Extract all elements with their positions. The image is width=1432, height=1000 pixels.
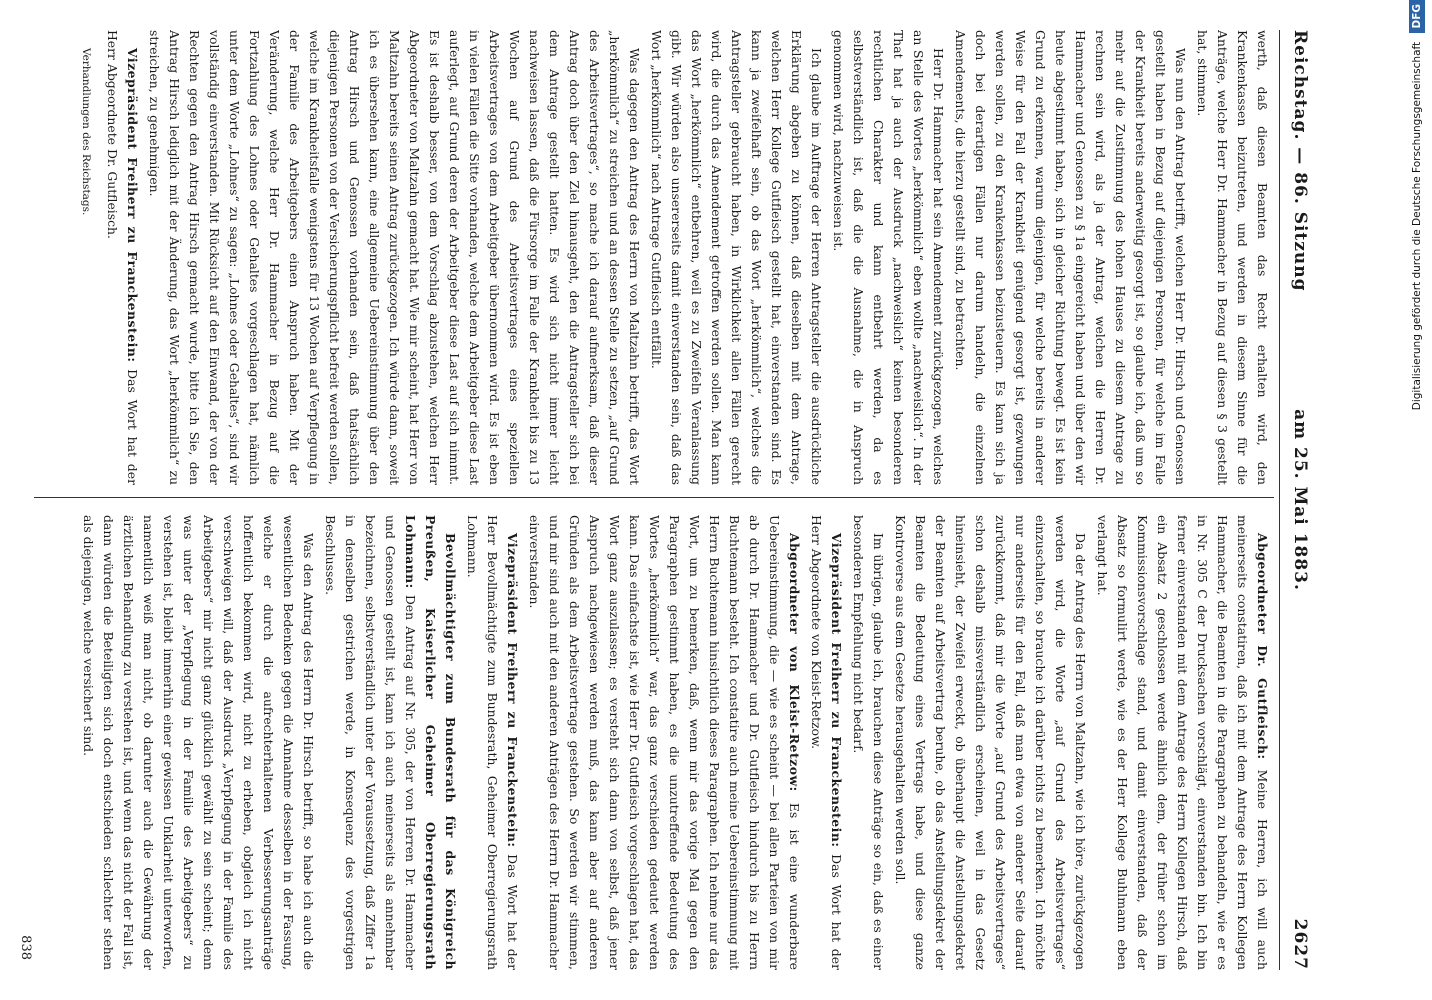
running-header xyxy=(1284,30,1314,970)
page-number: 2627 xyxy=(1290,918,1310,970)
speaker-name: Abgeordneter Dr. Gutfleisch: xyxy=(1255,533,1270,760)
header-center: am 25. Mai 1883. xyxy=(1290,409,1310,591)
paragraph: Da der Antrag des Herrn von Maltzahn, wie ich höre, zurückgezogen werden wird, die Worte „auf Grund des Arbeitsvertrages“ einzuschalten, so brauche ich darüber nichts zu bemerken. Ich möchte nur anderseits für den Fall, daß man etwa von anderer Seite darauf zurückkommt, daß mir die Worte „auf Grund des Arbeitsvertrages“ schon deshalb missverständlich erscheinen, weil in das Gesetz hineinsieht, der Zweifel erweckt, ob überhaupt die Anstellungsdekret der Beamten auf Arbeitsvertrag beruhe, ob das Anstellungsdekret der Beamten die Bedeutung eines Vertrags habe, und diese ganze Kontroverse aus dem Gesetze herausgehalten werden soll. xyxy=(893,515,1088,970)
paragraph: Ich glaube im Auftrage der Herren Antragsteller die ausdrückliche Erklärung abgeben zu können, daß dieselben mit dem Antrage, welchen Herr Kollege Gutfleisch gestellt hat, einverstanden sind. Es kann ja zweifelhaft sein, ob das Wort „herkömmlich“, welches die Antragsteller gebraucht haben, in Wirklichkeit allen Fällen gerecht wird, die durch das Amendement getroffen werden sollen. Man kann das Wort „herkömmlich“ entbehren, weil es zu Zweifeln Veranlassung gibt. Wir würden also unsererseits damit einverstanden sein, daß das Wort „herkömmlich“ nach Antrage Gutfleisch entfällt. xyxy=(649,30,824,485)
right-column xyxy=(42,515,1272,970)
paragraph: Im übrigen, glaube ich, brauchen diese Anträge so ein, daß es einer besonderen Empfehlung nicht bedarf. xyxy=(851,515,886,970)
left-column xyxy=(42,30,1272,485)
paragraph: Was den Antrag des Herrn Dr. Hirsch betrifft, so habe ich auch die wesentlichen Bedenken gegen die Annahme desselben in der Fassung, welche er durch die aufrechterhaltenen Verbesserungsanträge hoffentlich bekommen wird, nicht zu erheben, obgleich ich nicht verschweigen will, daß der Ausdruck „Verpflegung in der Familie des Arbeitgebers“ mir nicht ganz glücklich gewählt zu sein scheint; denn was unter der „Verpflegung in der Familie des Arbeitgebers“ zu verstehen ist, bleibt immerhin einer gewissen Unklarheit unterworfen, namentlich weiß man nicht, ob darunter auch die Gewährung der ärztlichen Behandlung zu verstehen ist, und wenn das nicht der Fall ist, dann würden die Beteiligten sich doch entschieden schlechter stehen als diejenigen, welche versichert sind. xyxy=(81,515,316,970)
column-divider xyxy=(34,497,1274,498)
speaker-paragraph: Bevollmächtigter zum Bundesrath für das Königreich Preußen, Kaiserlicher Geheimer Oberregierungsrath Lohmann: Den Antrag auf Nr. 305, der von Herren Dr. Hammacher und Genossen gestellt ist, kann ich auch meinerseits als annehmbar bezeichnen, selbstverständlich unter der Voraussetzung, daß Ziffer 1a in denselben gestrichen werde, in Konsequenz des vorgestrigen Beschlusses. xyxy=(323,515,458,970)
header-left: Reichstag. — 86. Sitzung xyxy=(1290,30,1310,292)
speaker-paragraph: Vizepräsident Freiherr zu Franckenstein: Das Wort hat der Herr Bevollmächtigte zum Bundesrath, Geheimer Oberregierungsrath Lohmann. xyxy=(465,515,520,970)
paragraph: Was nun den Antrag betrifft, welchen Herr Dr. Hirsch und Genossen gestellt haben in Bezug auf diejenigen Personen, für welche im Falle der Krankheit bereits anderweitig gesorgt ist, so glaube ich, daß um so mehr auf die Zustimmung des hohen Hauses zu diesem Antrage zu rechnen sein wird, als ja der Antrag, welchen die Herren Dr. Hammacher und Genossen zu § 1a eingereicht haben und über den wir heute abgestimmt haben, sich in gleicher Richtung bewegt. Es ist kein Grund zu erkennen, warum diejenigen, für welche bereits in anderer Weise für den Fall der Krankheit genügend gesorgt ist, gezwungen werden sollen, zu den Krankenkassen beizusteuern. Es kann sich ja doch bei derartigen Fällen nur darum handeln, die einzelnen Amendements, die hierzu gestellt sind, zu betrachten. xyxy=(953,30,1188,485)
paragraph: werth, daß diesen Beamten das Recht erhalten wird, den Krankenkassen beizutreten, und werden in diesem Sinne für die Anträge, welche Herr Dr. Hammacher in Bezug auf diesen § 3 gestellt hat, stimmen. xyxy=(1195,30,1270,485)
speaker-paragraph: Abgeordneter Dr. Gutfleisch: Meine Herren, ich will auch meinerseits constatiren, daß ich mit dem Antrage des Herrn Kollegen Hammacher, die Beamten in die Paragraphen zu behandeln, wie er es in Nr. 305 C der Drucksachen vorschlägt, einverstanden bin. Ich bin ferner einverstanden mit dem Antrage des Herrn Kollegen Hirsch, daß ein Absatz 2 geschlossen werde ähnlich dem, der früher schon im Kommissionsvorschlage stand, und damit einverstanden, daß der Absatz so formulirt werde, wie es der Herr Kollege Buhlmann eben verlangt hat. xyxy=(1095,515,1270,970)
speaker-paragraph: Abgeordneter von Kleist-Retzow: Es ist eine wunderbare Uebereinstimmung, die — wie es scheint — bei allen Parteien von mir ab durch Dr. Hammacher und Dr. Gutfleisch hindurch bis zu Herrn Buchtemann besteht. Ich constatire auch meine Uebereinstimmung mit Herrn Buchtemann hinsichtlich dieses Paragraphen. Ich nehme nur das Wort, um zu bemerken, daß, wenn mir das vorige Mal gegen den Paragraphen gestimmt haben, es die unzutreffende Bedeutung des Wortes „herkömmlich“ war, das ganz verschieden gedeutet werden kann. Das einfachste ist, wie Herr Dr. Gutfleisch vorgeschlagen hat, das Wort ganz auszulassen; es versteht sich dann von selbst, daß jener Anspruch nachgewiesen werden muß, das kann aber auf anderen Gründen als dem Arbeitsvertrage gestehen. So werden wir stimmen, und mir sind auch mit den anderen Anträgen des Herrn Dr. Hammacher einverstanden. xyxy=(527,515,802,970)
speaker-paragraph: Vizepräsident Freiherr zu Franckenstein: Das Wort hat der Herr Abgeordnete von Kleist-Retzow. xyxy=(809,515,844,970)
dfg-notice-text: Digitalisierung gefördert durch die Deutsche Forschungsgemeinschaft xyxy=(1411,41,1423,411)
paragraph: Herr Dr. Hammacher hat sein Amendement zurückgezogen, welches an Stelle des Wortes „herkömmlich“ eben wollte „nachweislich“. In der That hat ja auch der Ausdruck „nachweislich“ keinen besonderen rechtlichen Charakter und kann entbehrt werden, da es selbstverständlich ist, daß die die Ausnahme, die in Anspruch genommen wird, nachzuweisen ist. xyxy=(831,30,946,485)
speaker-name: Abgeordneter von Kleist-Retzow: xyxy=(787,533,802,792)
speaker-name: Vizepräsident Freiherr zu Franckenstein: xyxy=(505,533,520,848)
header-rule xyxy=(1279,30,1280,970)
speaker-paragraph: Vizepräsident Freiherr zu Franckenstein: Das Wort hat der Herr Abgeordnete Dr. Gutfleisch. xyxy=(105,30,140,485)
dfg-notice xyxy=(1405,0,1429,1000)
speaker-name: Vizepräsident Freiherr zu Franckenstein: xyxy=(125,48,140,363)
signature-line: Verhandlungen des Reichstags. xyxy=(80,48,92,216)
speaker-name: Vizepräsident Freiherr zu Franckenstein: xyxy=(829,533,844,848)
folio-number: 838 xyxy=(18,935,33,960)
paragraph: Was dagegen den Antrag des Herrn von Maltzahn betrifft, das Wort „herkömmlich“ zu streichen und an dessen Stelle zu setzen, „auf Grund des Arbeitsvertrages“, so mache ich darauf aufmerksam, daß dieser Antrag doch über den Ziel hinausgeht, den die Antragsteller sich bei dem Antrage gestellt hatten. Es wird sich nicht immer leicht nachweisen lassen, daß die Fürsorge im Falle der Krankheit bis zu 13 Wochen auf Grund des Arbeitsvertrages eines speziellen Arbeitsvertrages von dem Arbeitgeber übernommen wird. Es ist eben in vielen Fällen die Sitte vorhanden, welche dem Arbeitgeber diese Last auferlegt, auf Grund deren der Arbeitgeber diese Last auf sich nimmt. Es ist deshalb besser, von dem Vorschlag abzustehen, welchen Herr Abgeordneter von Maltzahn gemacht hat. Wie mir scheint, hat Herr von Maltzahn bereits seinen Antrag zurückgezogen. Ich würde dann, soweit ich es übersehen kann, eine allgemeine Uebereinstimmung über den Antrag Hirsch und Genossen vorhanden sein, daß thatsächlich diejenigen Personen von der Versicherungspflicht befreit werden sollen, welche im Krankheitsfalle wenigstens für 13 Wochen auf Verpflegung in der Familie des Arbeitgebers einen Anspruch haben. Mit der Veränderung, welche Herr Dr. Hammacher in Bezug auf die Fortzahlung des Lohnes oder Gehaltes vorgeschlagen hat, nämlich unter dem Worte „Lohnes“ zu sagen: „Lohnes oder Gehaltes“, sind wir vollständig einverstanden. Mit Rücksicht auf den Einwand, der von der Rechten gegen den Antrag Hirsch gemacht wurde, bitte ich Sie, den Antrag Hirsch lediglich mit der Änderung, das Wort „herkömmlich“ zu streichen, zu genehmigen. xyxy=(147,30,642,485)
dfg-logo: DFG xyxy=(1409,0,1425,33)
speaker-name: Bevollmächtigter zum Bundesrath für das Königreich Preußen, Kaiserlicher Geheimer Oberregierungsrath Lohmann: xyxy=(403,515,458,970)
